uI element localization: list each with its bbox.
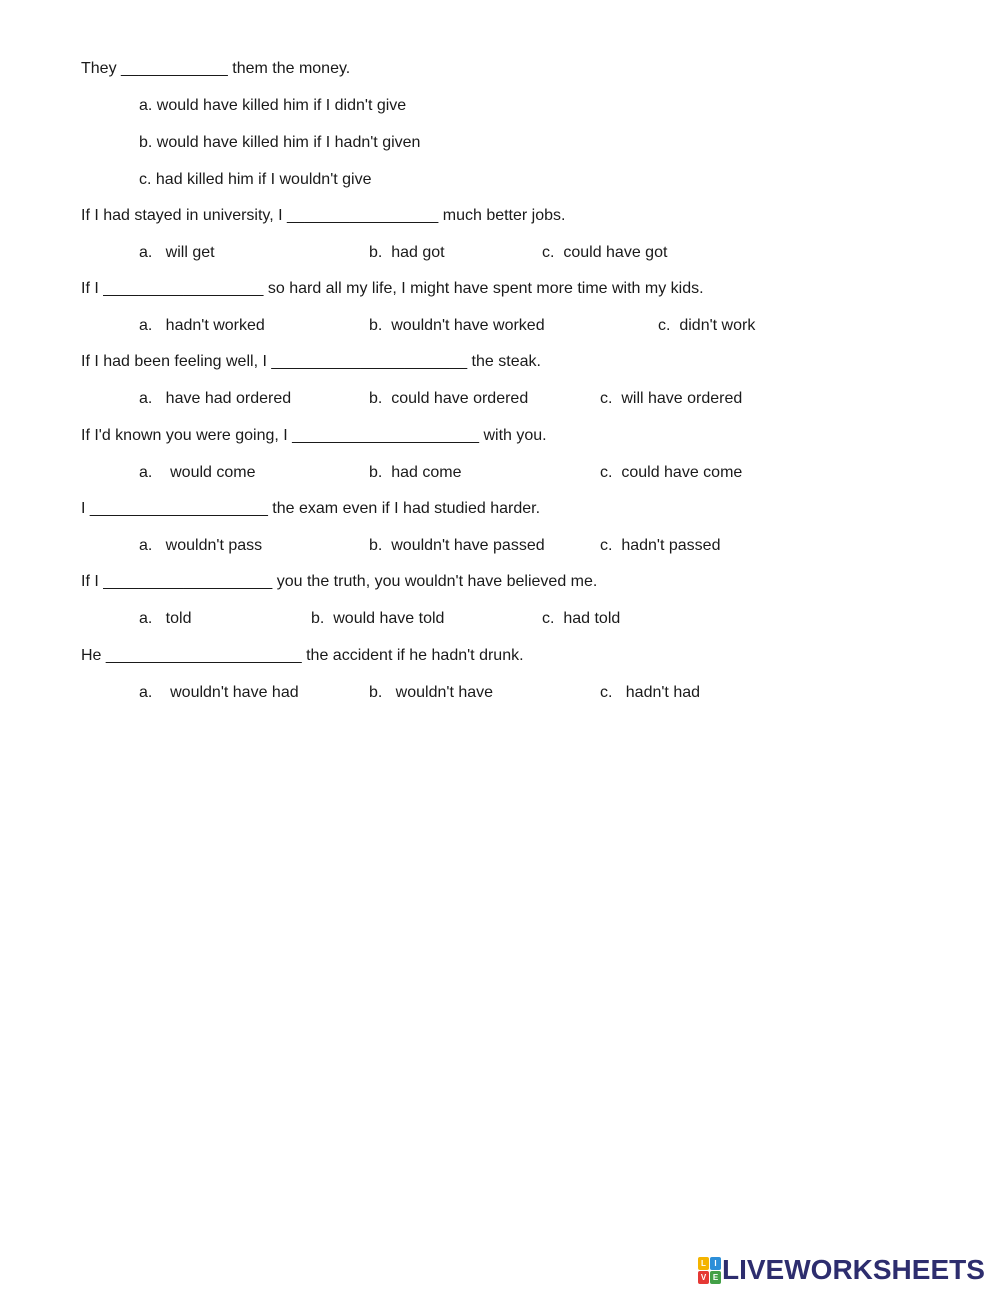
question-5-stem: If I'd known you were going, I _____________________ with you. [81,427,547,444]
question-7-option-a[interactable]: a. told [139,610,192,627]
liveworksheets-logo-icon: L I V E [698,1257,720,1283]
question-1-option-a[interactable]: a. would have killed him if I didn't give [139,97,407,114]
question-8-option-a[interactable]: a. wouldn't have had [139,684,299,701]
question-2-stem: If I had stayed in university, I _________________ much better jobs. [81,207,566,224]
question-6-option-b[interactable]: b. wouldn't have passed [369,537,545,554]
question-3-option-a[interactable]: a. hadn't worked [139,317,265,334]
question-8-option-b[interactable]: b. wouldn't have [369,684,494,701]
question-6-option-a[interactable]: a. wouldn't pass [139,537,263,554]
logo-text: LIVEWORKSHEETS [722,1254,985,1285]
question-1-option-b[interactable]: b. would have killed him if I hadn't given [139,134,421,151]
question-7-option-b[interactable]: b. would have told [311,610,445,627]
question-4-option-b[interactable]: b. could have ordered [369,390,529,407]
question-3-option-c[interactable]: c. didn't work [658,317,756,334]
question-5-option-b[interactable]: b. had come [369,464,462,481]
question-1-stem: They ____________ them the money. [81,60,351,77]
question-3-option-b[interactable]: b. wouldn't have worked [369,317,545,334]
question-8-stem: He ______________________ the accident if he hadn't drunk. [81,647,524,664]
question-7-stem: If I ___________________ you the truth, you wouldn't have believed me. [81,573,598,590]
question-6-option-c[interactable]: c. hadn't passed [600,537,721,554]
question-4-stem: If I had been feeling well, I ______________________ the steak. [81,353,541,370]
question-2-option-b[interactable]: b. had got [369,244,445,261]
question-1-option-c[interactable]: c. had killed him if I wouldn't give [139,171,372,188]
liveworksheets-logo [698,1255,985,1285]
question-4-option-a[interactable]: a. have had ordered [139,390,292,407]
question-6-stem: I ____________________ the exam even if I had studied harder. [81,500,541,517]
question-2-option-c[interactable]: c. could have got [542,244,668,261]
question-3-stem: If I __________________ so hard all my life, I might have spent more time with my kids. [81,280,704,297]
question-7-option-c[interactable]: c. had told [542,610,621,627]
question-5-option-a[interactable]: a. would come [139,464,256,481]
question-5-option-c[interactable]: c. could have come [600,464,743,481]
question-8-option-c[interactable]: c. hadn't had [600,684,701,701]
question-2-option-a[interactable]: a. will get [139,244,215,261]
question-4-option-c[interactable]: c. will have ordered [600,390,743,407]
